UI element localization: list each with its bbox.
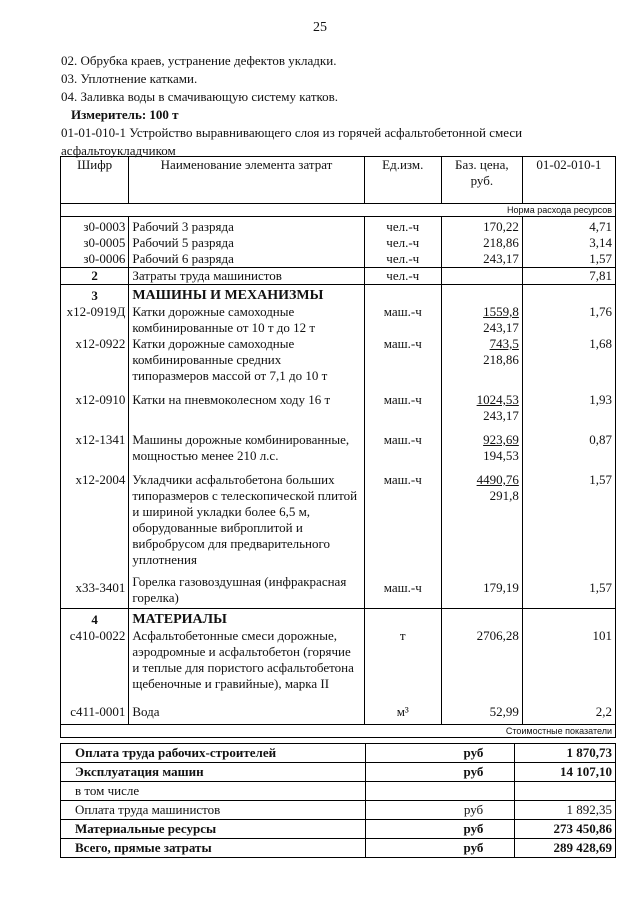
row-name: Катки на пневмоколесном ходу 16 т [129,392,364,432]
row-unit: маш.-ч [364,304,441,336]
row-price: 4490,76 291,8 [441,472,522,574]
row-code: с410-0022 [61,628,129,704]
intro-line-2: 03. Уплотнение катками. [61,71,198,86]
table-row [61,304,616,336]
row-name: Катки дорожные самоходные комбинированные от 10 т до 12 т [129,304,364,336]
row-price: 743,5 218,86 [441,336,522,392]
header-code: Шифр [61,157,129,204]
section-code: 3 [61,285,129,305]
row-name: Катки дорожные самоходные комбинированные средних типоразмеров массой от 7,1 до 10 т [129,336,364,392]
intro-line-3: 04. Заливка воды в смачивающую систему катков. [61,89,339,104]
row-price: 218,86 [441,235,522,251]
header-price: Баз. цена, руб. [441,157,522,204]
row-norm: 1,57 [522,251,615,268]
section-row-materials [61,609,616,629]
total-row [61,744,616,763]
row-unit: чел.-ч [364,251,441,268]
row-code: х12-1341 [61,432,129,472]
row-price: 923,69 194,53 [441,432,522,472]
row-code: х12-2004 [61,472,129,574]
row-name: Горелка газовоздушная (инфракрасная горелка) [129,574,364,609]
table-row [61,704,616,725]
row-code: з0-0003 [61,217,129,236]
total-value: 1 892,35 [515,801,616,820]
row-norm: 2,2 [522,704,615,725]
section-title: МАТЕРИАЛЫ [129,609,364,629]
row-norm: 1,93 [522,392,615,432]
row-norm: 101 [522,628,615,704]
table-row [61,628,616,704]
table-header-row [61,157,616,204]
meter-label: Измеритель: 100 т [71,107,179,122]
row-name: Укладчики асфальтобетона больших типоразмеров с телескопической плитой и шириной укладки более 6,5 м, оборудованные виброплитой и вибробрусом для предварительного уплотнения [129,472,364,574]
row-name: Рабочий 6 разряда [129,251,364,268]
header-unit: Ед.изм. [364,157,441,204]
row-norm: 1,57 [522,574,615,609]
row-unit: маш.-ч [364,392,441,432]
total-row [61,763,616,782]
row-unit: маш.-ч [364,432,441,472]
row-name: Затраты труда машинистов [129,268,364,285]
row-name: Вода [129,704,364,725]
intro-line-1: 02. Обрубка краев, устранение дефектов укладки. [61,53,337,68]
cost-label: Стоимостные показатели [61,725,616,738]
row-code: х33-3401 [61,574,129,609]
total-value: 289 428,69 [515,839,616,858]
row-norm: 0,87 [522,432,615,472]
total-label: Оплата труда рабочих-строителей [61,744,366,763]
row-name: Рабочий 5 разряда [129,235,364,251]
row-unit: чел.-ч [364,235,441,251]
row-unit: чел.-ч [364,268,441,285]
row-price [441,268,522,285]
intro-line-5: асфальтоукладчиком [61,143,176,158]
total-unit: руб [366,839,515,858]
section-code: 4 [61,609,129,629]
row-price: 2706,28 [441,628,522,704]
page-number: 25 [313,20,327,35]
total-unit: руб [366,744,515,763]
table-row [61,217,616,236]
row-code: 2 [61,268,129,285]
header-norm: 01-02-010-1 [522,157,615,204]
row-unit: м³ [364,704,441,725]
row-price: 1559,8 243,17 [441,304,522,336]
total-value: 14 107,10 [515,763,616,782]
total-label: Эксплуатация машин [61,763,366,782]
total-unit [366,782,515,801]
row-norm: 1,68 [522,336,615,392]
total-value: 1 870,73 [515,744,616,763]
resource-table [60,156,616,738]
row-code: з0-0006 [61,251,129,268]
row-norm: 1,76 [522,304,615,336]
row-price: 243,17 [441,251,522,268]
row-code: х12-0922 [61,336,129,392]
row-price: 1024,53 243,17 [441,392,522,432]
table-row [61,336,616,392]
total-label: Всего, прямые затраты [61,839,366,858]
total-unit: руб [366,801,515,820]
row-name: Рабочий 3 разряда [129,217,364,236]
intro-line-4: 01-01-010-1 Устройство выравнивающего слоя из горячей асфальтобетонной смеси [61,125,523,140]
row-unit: т [364,628,441,704]
section-title: МАШИНЫ И МЕХАНИЗМЫ [129,285,364,305]
total-value: 273 450,86 [515,820,616,839]
row-code: з0-0005 [61,235,129,251]
row-name: Асфальтобетонные смеси дорожные, аэродромные и асфальтобетон (горячие и теплые для пористого асфальтобетона щебеночные и гравийные), марка II [129,628,364,704]
row-name: Машины дорожные комбинированные, мощностью менее 210 л.с. [129,432,364,472]
intro-block [61,52,581,160]
table-row [61,251,616,268]
table-row [61,392,616,432]
row-norm: 3,14 [522,235,615,251]
total-unit: руб [366,820,515,839]
norm-label: Норма расхода ресурсов [61,204,616,217]
row-code: х12-0910 [61,392,129,432]
row-unit: маш.-ч [364,574,441,609]
cost-label-row [61,725,616,738]
table-row [61,472,616,574]
norm-label-row [61,204,616,217]
row-code: с411-0001 [61,704,129,725]
row-norm: 1,57 [522,472,615,574]
row-price: 179,19 [441,574,522,609]
header-name: Наименование элемента затрат [129,157,364,204]
row-unit: маш.-ч [364,472,441,574]
total-row [61,839,616,858]
total-unit: руб [366,763,515,782]
section-row-machines [61,285,616,305]
row-norm: 7,81 [522,268,615,285]
total-label: Материальные ресурсы [61,820,366,839]
row-unit: чел.-ч [364,217,441,236]
row-price: 52,99 [441,704,522,725]
table-row [61,574,616,609]
row-price: 170,22 [441,217,522,236]
table-row [61,235,616,251]
table-row [61,268,616,285]
row-unit: маш.-ч [364,336,441,392]
total-row [61,801,616,820]
total-row [61,782,616,801]
total-value [515,782,616,801]
total-label: Оплата труда машинистов [61,801,366,820]
total-label: в том числе [61,782,366,801]
total-row [61,820,616,839]
table-row [61,432,616,472]
totals-table [60,743,616,858]
row-code: х12-0919Д [61,304,129,336]
row-norm: 4,71 [522,217,615,236]
